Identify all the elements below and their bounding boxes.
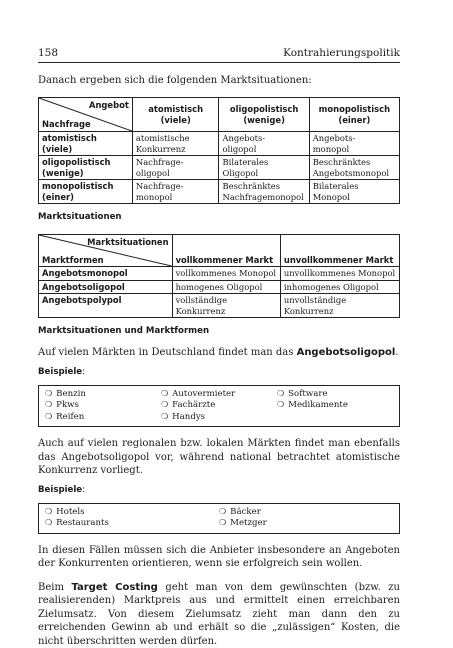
table1-col-header: monopolistisch (einer) (309, 98, 399, 132)
table2-row-header: Angebotsmonopol (39, 267, 173, 281)
table-cell: unvollkommenes Monopol (280, 267, 399, 281)
list-item: ❍ Reifen (45, 411, 85, 422)
list-item: ❍ Software (277, 388, 328, 399)
examples-box-2 (38, 503, 400, 534)
table1-row-header: atomistisch (viele) (39, 132, 133, 156)
table-row (39, 280, 400, 294)
list-item: ❍ Fachärzte (161, 400, 216, 411)
list-item: ❍ Hotels (45, 506, 85, 517)
table2-corner-top: Marktsituationen (87, 237, 169, 247)
table-cell: Angebots- monopol (309, 132, 399, 156)
table2-corner-bottom: Marktformen (42, 254, 104, 265)
table2-caption: Marktsituationen und Marktformen (38, 326, 210, 336)
table-cell: Angebots- oligopol (219, 132, 309, 156)
table-cell: inhomogenes Oligopol (280, 280, 399, 294)
examples-label: Beispiele: (38, 366, 86, 377)
intro-text: Danach ergeben sich die folgenden Marktsituationen: (38, 75, 312, 86)
market-situations-table (38, 97, 400, 204)
page-header (38, 47, 400, 63)
table-row (39, 180, 400, 204)
table-row (39, 156, 400, 180)
table-cell: vollständige Konkurrenz (172, 294, 280, 318)
paragraph-2: Auch auf vielen regionalen bzw. lokalen Märkten findet man ebenfalls das Angebotsoligopol vor, während national betrachtet atomistische Konkurrenz vorliegt. (38, 438, 400, 477)
table-cell: Nachfrage- monopol (132, 180, 219, 204)
table1-corner-bottom: Nachfrage (42, 118, 91, 129)
table1-col-header: atomistisch (viele) (132, 98, 219, 132)
table2-col-header: vollkommener Markt (172, 235, 280, 267)
table-row (39, 267, 400, 281)
examples-box-1 (38, 385, 400, 428)
table1-row-header: oligopolistisch (wenige) (39, 156, 133, 180)
table-cell: Beschränktes Angebotsmonopol (309, 156, 399, 180)
list-item: ❍ Medikamente (277, 400, 348, 411)
paragraph-1: Auf vielen Märkten in Deutschland findet man das Angebotsoligopol. (38, 347, 399, 358)
table-cell: Beschränktes Nachfragemonopol (219, 180, 309, 204)
list-item: ❍ Benzin (45, 388, 86, 399)
table-cell: atomistische Konkurrenz (132, 132, 219, 156)
page (38, 47, 400, 648)
table-row (39, 294, 400, 318)
list-item: ❍ Handys (161, 411, 206, 422)
table2-row-header: Angebotsoligopol (39, 280, 173, 294)
list-item: ❍ Bäcker (219, 506, 261, 517)
table2-row-header: Angebotspolypol (39, 294, 173, 318)
running-title: Kontrahierungspolitik (283, 47, 400, 59)
paragraph-4: Beim Target Costing geht man von dem gewünschten (bzw. zu realisierenden) Marktpreis aus und ermittelt einen erreichbaren Zielumsatz. Von diesem Zielumsatz zieht man dann den zu erreichenden Gewinn ab und erhält so die „zulässigen“ Kosten, die nicht überschritten werden dürfen. (38, 581, 400, 647)
table2-col-header: unvollkommener Markt (280, 235, 399, 267)
list-item: ❍ Autovermieter (161, 388, 236, 399)
market-forms-table (38, 234, 400, 318)
list-item: ❍ Metzger (219, 518, 267, 529)
table-cell: unvollständige Konkurrenz (280, 294, 399, 318)
table-cell: Nachfrage- oligopol (132, 156, 219, 180)
paragraph-3: In diesen Fällen müssen sich die Anbieter insbesondere an Angeboten der Konkurrenten orientieren, wenn sie erfolgreich sein wollen. (38, 544, 400, 570)
table1-corner-cell (39, 98, 133, 132)
table1-caption: Marktsituationen (38, 212, 122, 222)
table-row (39, 132, 400, 156)
list-item: ❍ Restaurants (45, 518, 109, 529)
table-cell: Bilaterales Monopol (309, 180, 399, 204)
table-cell: vollkommenes Monopol (172, 267, 280, 281)
table1-col-header: oligopolistisch (wenige) (219, 98, 309, 132)
examples-label: Beispiele: (38, 484, 86, 495)
list-item: ❍ Pkws (45, 400, 79, 411)
page-number: 158 (38, 47, 59, 59)
table-cell: homogenes Oligopol (172, 280, 280, 294)
table-cell: Bilaterales Oligopol (219, 156, 309, 180)
table2-corner-cell (39, 235, 173, 267)
table1-corner-top: Angebot (88, 100, 129, 110)
table1-row-header: monopolistisch (einer) (39, 180, 133, 204)
